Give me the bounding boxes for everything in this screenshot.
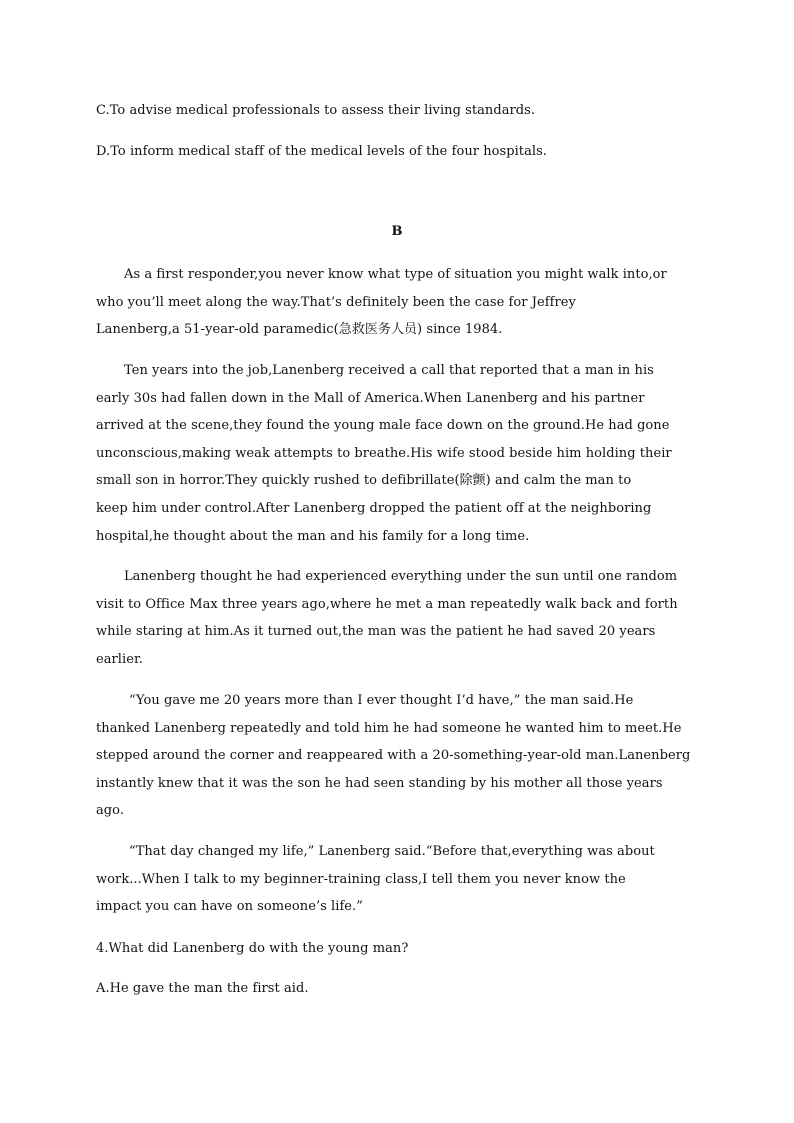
paragraph-line: Lanenberg thought he had experienced everything under the sun until one random xyxy=(124,569,678,584)
paragraph-2 xyxy=(96,357,696,550)
paragraph-line: stepped around the corner and reappeared with a 20-something-year-old man.Lanenberg xyxy=(96,748,691,764)
paragraph-line: As a first responder,you never know what type of situation you might walk into,or xyxy=(124,267,667,282)
paragraph-line: while staring at him.As it turned out,the man was the patient he had saved 20 years xyxy=(96,624,656,640)
paragraph-line: Ten years into the job,Lanenberg received a call that reported that a man in his xyxy=(124,363,654,378)
paragraph-line: instantly knew that it was the son he had seen standing by his mother all those years xyxy=(96,775,663,791)
paragraph-line: arrived at the scene,they found the young male face down on the ground.He had gone xyxy=(96,418,670,434)
paragraph-line: Lanenberg,a 51-year-old paramedic(急救医务人员) since 1984. xyxy=(96,322,503,338)
section-label: B xyxy=(391,224,403,239)
paragraph-line: impact you can have on someone’s life.” xyxy=(96,899,363,915)
paragraph-1 xyxy=(96,261,696,344)
paragraph-line: earlier. xyxy=(96,651,143,667)
paragraph-line: work...When I talk to my beginner-training class,I tell them you never know the xyxy=(96,871,626,887)
paragraph-line: ago. xyxy=(96,803,125,819)
paragraph-line: early 30s had fallen down in the Mall of America.When Lanenberg and his partner xyxy=(96,390,645,406)
paragraph-line: thanked Lanenberg repeatedly and told him he had someone he wanted him to meet.He xyxy=(96,720,682,736)
paragraph-5 xyxy=(96,838,696,921)
question-block xyxy=(96,935,696,963)
paragraph-line: hospital,he thought about the man and his family for a long time. xyxy=(96,528,530,544)
paragraph-line: “That day changed my life,” Lanenberg said.“Before that,everything was about xyxy=(129,844,655,859)
paragraph-line: unconscious,making weak attempts to breathe.His wife stood beside him holding their xyxy=(96,445,672,461)
paragraph-line: “You gave me 20 years more than I ever thought I’d have,” the man said.He xyxy=(129,693,634,708)
paragraph-4 xyxy=(96,687,696,825)
paragraph-line: visit to Office Max three years ago,where he met a man repeatedly walk back and forth xyxy=(96,596,678,612)
paragraph-line: keep him under control.After Lanenberg dropped the patient off at the neighboring xyxy=(96,500,652,516)
option-d: D.To inform medical staff of the medical levels of the four hospitals. xyxy=(96,143,547,159)
question-text: 4.What did Lanenberg do with the young man? xyxy=(96,941,409,956)
paragraph-line: who you’ll meet along the way.That’s definitely been the case for Jeffrey xyxy=(96,294,576,310)
option-a: A.He gave the man the first aid. xyxy=(96,981,309,996)
option-c: C.To advise medical professionals to assess their living standards. xyxy=(96,103,536,118)
answer-option-a xyxy=(96,975,696,1003)
paragraph-3 xyxy=(96,563,696,673)
paragraph-line: small son in horror.They quickly rushed to defibrillate(除颤) and calm the man to xyxy=(96,473,632,489)
previous-options xyxy=(96,97,696,166)
